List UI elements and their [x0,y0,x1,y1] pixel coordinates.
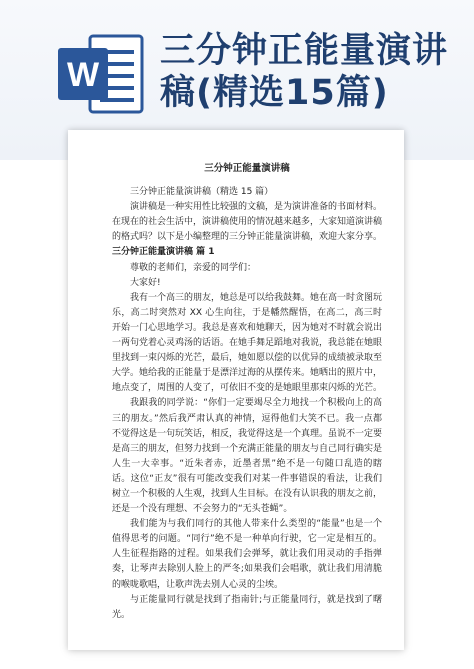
body-paragraph-1: 我有一个高三的朋友，她总是可以给我鼓舞。她在高一时贪图玩乐，高二时突然对 XX 心生向往，于是幡然醒悟，在高二，高三时开始一门心思地学习。我总是喜欢和她聊天，因为她对不时就会说出一两句党着心灵鸡汤的话语。在她手舞足蹈地对我说，我总能在她眼里找到一束闪烁的光芒，最后，她如愿以偿的以优异的成绩被录取至大学。她给我的正能量于是漂洋过海的从摆传来。她晒出的照片中，地点变了，周围的人变了，可依旧不变的是她眼里那束闪烁的光芒。 [112,292,383,394]
document-body [112,158,382,623]
body-paragraph-4: 与正能量同行就是找到了指南针;与正能量同行，就是找到了曙光。 [112,594,382,620]
logo-letter: W [66,56,100,94]
hello-line: 大家好! [130,277,161,288]
page-headline: 三分钟正能量演讲稿(精选15篇) [160,31,449,113]
greeting-line: 尊敬的老师们，亲爱的同学们： [130,262,257,273]
body-paragraph-3: 我们能为与我们同行的其他人带来什么类型的“能量”也是一个值得思考的问题。“同行”绝不是一种单向行驶，它一定是相互的。人生征程指路的过程。如果我们会弹琴，就让我们用灵动的手指弹奏，让琴声去除别人脸上的严冬;如果我们会唱歌，就让我们用清脆的喉咙歌唱，让歌声洗去别人心灵的尘埃。 [112,519,382,590]
intro-paragraph: 演讲稿是一种实用性比较强的文稿，是为演讲准备的书面材料。在现在的社会生活中，演讲稿使用的情况越来越多，大家知道演讲稿的格式吗？以下是小编整理的三分钟正能量演讲稿，欢迎大家分享。 [112,202,383,243]
document-subtitle: 三分钟正能量演讲稿（精选 15 篇） [130,187,274,198]
document-title: 三分钟正能量演讲稿 [204,163,290,174]
section-heading: 三分钟正能量演讲稿 篇 1 [112,247,215,258]
body-paragraph-2: 我跟我的同学说：“你们一定要竭尽全力地找一个积极向上的高三的朋友。”然后我严肃认真的神情，逗得他们大笑不已。我一点都不觉得这是一句玩笑话，相反，我觉得这是一个真理。虽说不一定要是高三的朋友，但努力找到一个充满正能量的朋友与自己同行确实是人生一大幸事。“近朱者赤，近墨者黑”绝不是一句随口乱造的瞎话。这位“正友”很有可能改变我们对某一件事错误的看法，让我们树立一个积极的人生观，找到人生目标。在没有认识我的朋友之前，还是一个没有理想、不会努力的“无头苍蝇”。 [112,398,383,515]
word-logo-icon [56,32,146,116]
